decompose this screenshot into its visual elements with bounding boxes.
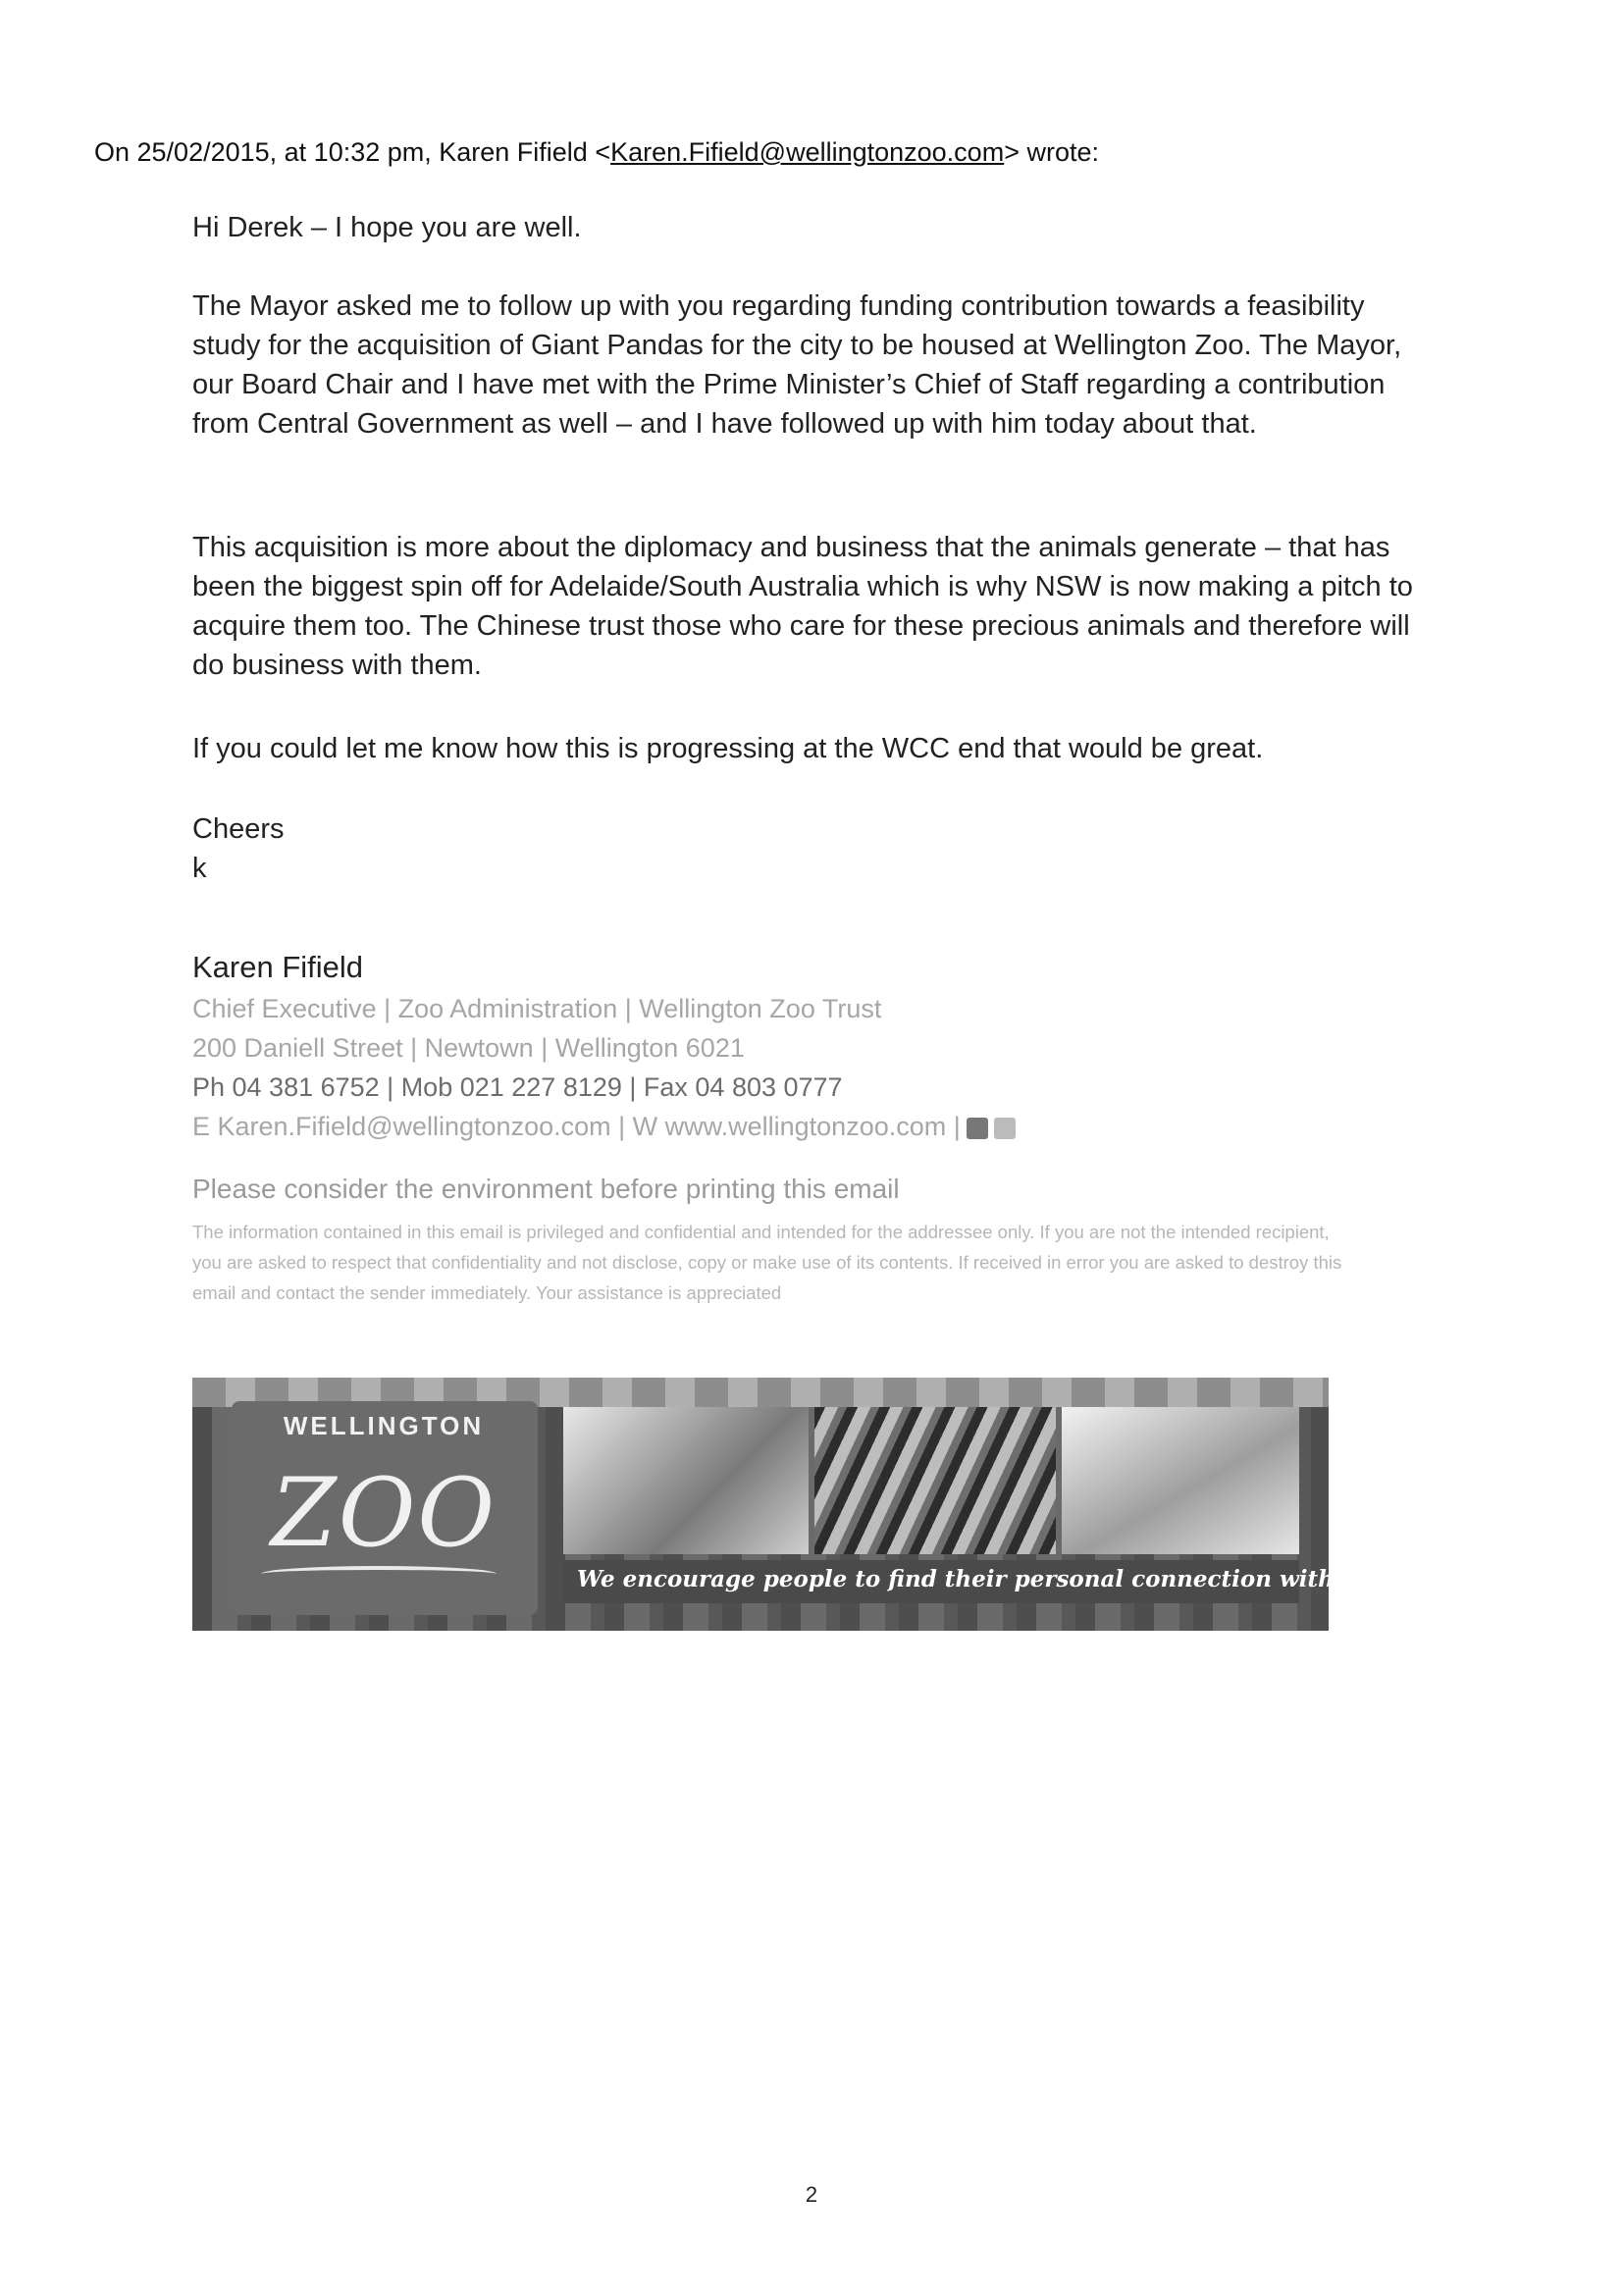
linkedin-icon[interactable]	[994, 1118, 1016, 1139]
banner-tagline-bar	[563, 1560, 1427, 1603]
signature-contact-line	[192, 1107, 1016, 1146]
greeting: Hi Derek – I hope you are well.	[192, 212, 582, 243]
tiger-photo	[814, 1407, 1056, 1554]
header-prefix: On 25/02/2015, at 10:32 pm, Karen Fifield <	[94, 137, 611, 167]
signature-email-web: E Karen.Fifield@wellingtonzoo.com | W www.wellingtonzoo.com |	[192, 1112, 961, 1141]
header-suffix: > wrote:	[1004, 137, 1099, 167]
banner-tagline: We encourage people to find their personal connection with nature	[577, 1566, 1427, 1592]
logo-zoo-text: ZOO	[271, 1458, 497, 1568]
logo-swirl	[261, 1566, 497, 1582]
reptile-photo	[563, 1407, 809, 1554]
closing: Cheers	[192, 813, 285, 845]
page-number: 2	[805, 2182, 818, 2207]
zoo-logo	[232, 1401, 538, 1615]
signature-details	[192, 989, 1016, 1146]
paragraph-request: If you could let me know how this is progressing at the WCC end that would be great.	[192, 733, 1264, 764]
paragraph-diplomacy: This acquisition is more about the diplomacy and business that the animals generate – that has been the biggest spin off for Adelaide/South Australia which is why NSW is now making a pitch to acquire them too. The Chinese trust those who care for these precious animals and therefore will do business with them.	[192, 532, 1413, 681]
facebook-icon[interactable]	[967, 1118, 988, 1139]
confidentiality-disclaimer: The information contained in this email is privileged and confidential and intended for the addressee only. If you are not the intended recipient, you are asked to respect that confidentiality and not disclose, copy or make use of its contents. If received in error you are asked to destroy this email and contact the sender immediately. Your assistance is appreciated	[192, 1222, 1342, 1303]
signature-title: Chief Executive | Zoo Administration | Wellington Zoo Trust	[192, 994, 882, 1023]
bird-photo	[1062, 1407, 1299, 1554]
sender-initial: k	[192, 853, 207, 884]
sender-email-link[interactable]: Karen.Fifield@wellingtonzoo.com	[610, 137, 1005, 167]
logo-wellington-text: WELLINGTON	[283, 1411, 485, 1440]
paragraph-funding: The Mayor asked me to follow up with you regarding funding contribution towards a feasibility study for the acquisition of Giant Pandas for the city to be housed at Wellington Zoo. The Mayor, our Board Chair and I have met with the Prime Minister’s Chief of Staff regarding a contribution from Central Government as well – and I have followed up with him today about that.	[192, 290, 1402, 440]
signature-phone: Ph 04 381 6752 | Mob 021 227 8129 | Fax 04 803 0777	[192, 1072, 843, 1102]
signature-name: Karen Fifield	[192, 950, 364, 984]
zoo-banner-image	[192, 1378, 1427, 1631]
signature-address: 200 Daniell Street | Newtown | Wellington 6021	[192, 1033, 745, 1063]
email-header	[94, 137, 1099, 168]
environment-note: Please consider the environment before printing this email	[192, 1174, 900, 1204]
